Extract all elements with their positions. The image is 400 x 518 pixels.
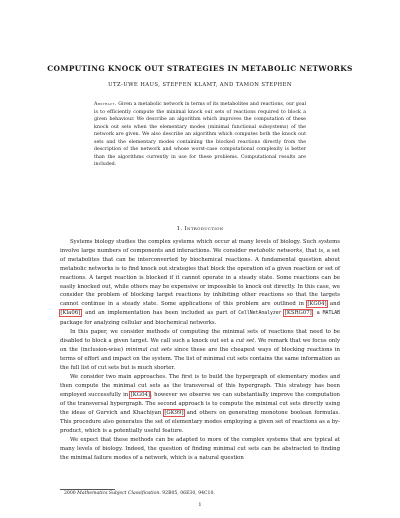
code-text: CellNetAnalyzer: [238, 311, 282, 317]
text-run: , and an implementation has been included as part of: [80, 310, 239, 317]
abstract-label: Abstract.: [94, 102, 117, 107]
text-run: , that is, a set of metabolites that can be interconverted by biochemical reactions. A fundamental question about metabolic networks is to find knock out strategies that block the operation of a given reaction or set of reactions. A target reaction is blocked if it cannot operate in a steady state. Some reactions can be easily knocked out, while others may be expensive or impossible to knock out directly. In this case, we consider the problem of blocking target reactions by inhibiting other reactions so that the targets cannot continue in a steady state. Some applications of this problem are outlined in: [60, 247, 340, 308]
abstract: [94, 101, 306, 169]
page-number: 1: [198, 502, 202, 508]
citation-link[interactable]: [GK99]: [164, 409, 184, 416]
footnote-label: Mathematics Subject Classification.: [77, 491, 161, 496]
text-run: , a: [312, 310, 323, 317]
text-run: We expect that these methods can be adapted to more of the complex systems that are typical at many levels of biology. Indeed, the question of finding minimal cut sets can be abstracted to finding the minimal failure modes of a network, which is a natural question: [60, 436, 340, 461]
section-heading: 1. Introduction: [176, 226, 224, 232]
footnote-codes: 92B05, 06E30, 94C10.: [160, 491, 215, 496]
emphasis: minimal cut sets: [125, 347, 172, 354]
text-run: since these are the cheapest ways of blocking reactions in terms of effort and impact on the system. The list of minimal cut sets contains the same information as the full list of cut sets but is much shorter.: [60, 347, 340, 371]
body-text: [60, 238, 340, 463]
author-list: UTZ-UWE HAUS, STEFFEN KLAMT, AND TAMON STEPHEN: [108, 82, 292, 88]
emphasis: cut set: [235, 338, 255, 345]
text-run: In this paper, we consider methods of computing the minimal sets of reactions that need to be disabled to block a given target. We call such a knock out set a: [60, 329, 340, 345]
citation-link[interactable]: [KG04]: [130, 392, 150, 398]
text-run: package for analyzing cellular and biochemical networks.: [60, 320, 217, 327]
footnote-rule: [60, 489, 115, 490]
abstract-text: Given a metabolic network in terms of its metabolites and reactions, our goal is to efficiently compute the minimal knock out sets of reactions required to block a given behaviour. We describe an algorithm which improves the computation of these knock out sets when the elementary modes (minimal functional subsystems) of the network are given. We also describe an algorithm which computes both the knock out sets and the elementary modes containing the blocked reactions directly from the description of the network and whose worst-case computational complexity is better than the algorithms currently in use for these problems. Computational results are included.: [94, 102, 306, 167]
paragraph-3: [60, 373, 340, 435]
footnote: [64, 491, 340, 497]
text-run: and others on generating monotone boolean formulas. This procedure also generates the set of elementary modes employing a given set of reactions as a by-product, which is a potentially useful feature.: [60, 409, 340, 434]
text-run: and: [326, 301, 340, 308]
citation-link[interactable]: [KG04]: [307, 301, 327, 308]
text-run: Systems biology studies the complex systems which occur at many levels of biology. Such systems involve large numbers of components and interactions. We consider: [60, 239, 340, 254]
text-run: . We remark that we focus only on the (inclusion-wise): [60, 338, 340, 354]
code-text: MATLAB: [322, 311, 340, 317]
text-run: , however we observe we can substantially improve the computation of the transversal hypergraph. The second approach is to compute the minimal cut sets directly using the ideas of Gurvich and Khachiyan: [60, 392, 340, 416]
footnote-year: 2000: [64, 491, 78, 496]
text-run: We consider two main approaches. The first is to build the hypergraph of elementary modes and then compute the minimal cut sets as the transversal of this hypergraph. This strategy has been employed successfully in: [60, 374, 340, 398]
paragraph-4: [60, 436, 340, 463]
citation-link[interactable]: [KSRG07]: [284, 310, 312, 317]
paper-title: COMPUTING KNOCK OUT STRATEGIES IN METABOLIC NETWORKS: [47, 64, 353, 73]
paragraph-2: [60, 328, 340, 373]
emphasis: metabolic networks: [248, 247, 303, 254]
citation-link[interactable]: [Kla06]: [60, 310, 81, 317]
paragraph-1: [60, 238, 340, 328]
